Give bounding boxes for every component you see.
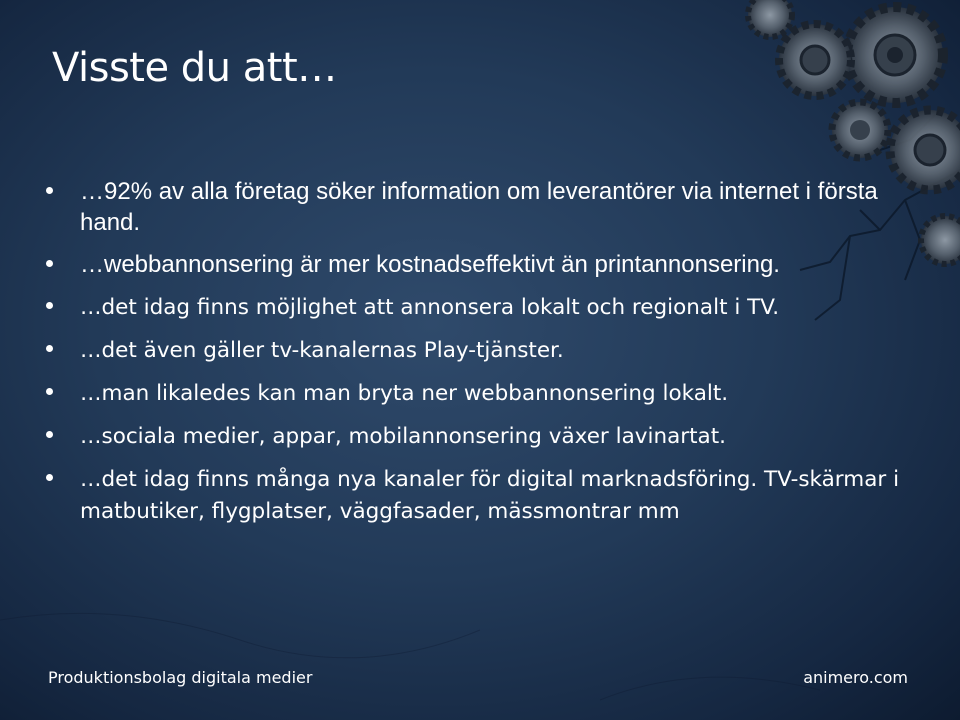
bullet-item xyxy=(42,420,922,452)
bullet-item xyxy=(42,291,922,323)
bullet-item xyxy=(42,249,922,280)
bullet-dot-icon xyxy=(46,187,53,194)
bullet-text: …sociala medier, appar, mobilannonsering växer lavinartat. xyxy=(80,424,726,449)
bullet-dot-icon xyxy=(46,474,53,481)
bullet-text: …det idag finns många nya kanaler för digital marknadsföring. TV-skärmar i matbutiker, flygplatser, väggfasader, mässmontrar mm xyxy=(80,467,900,524)
bullet-text: …92% av alla företag söker information om leverantörer via internet i första hand. xyxy=(80,178,878,236)
bullet-text: …webbannonsering är mer kostnadseffektivt än printannonsering. xyxy=(80,251,780,278)
bullet-text: …det idag finns möjlighet att annonsera lokalt och regionalt i TV. xyxy=(80,295,780,320)
bullet-item xyxy=(42,377,922,409)
footer-company: Produktionsbolag digitala medier xyxy=(48,668,313,687)
bullet-dot-icon xyxy=(46,260,53,267)
bullet-item xyxy=(42,463,922,527)
bullet-dot-icon xyxy=(46,388,53,395)
footer-website: animero.com xyxy=(803,668,908,687)
bullet-list xyxy=(42,176,922,538)
bullet-dot-icon xyxy=(46,431,53,438)
slide-title: Visste du att… xyxy=(52,45,337,91)
bullet-text: …det även gäller tv-kanalernas Play-tjänster. xyxy=(80,338,564,363)
bullet-item xyxy=(42,334,922,366)
bullet-text: …man likaledes kan man bryta ner webbannonsering lokalt. xyxy=(80,381,729,406)
bullet-dot-icon xyxy=(46,302,53,309)
bullet-item xyxy=(42,176,922,238)
bullet-dot-icon xyxy=(46,345,53,352)
